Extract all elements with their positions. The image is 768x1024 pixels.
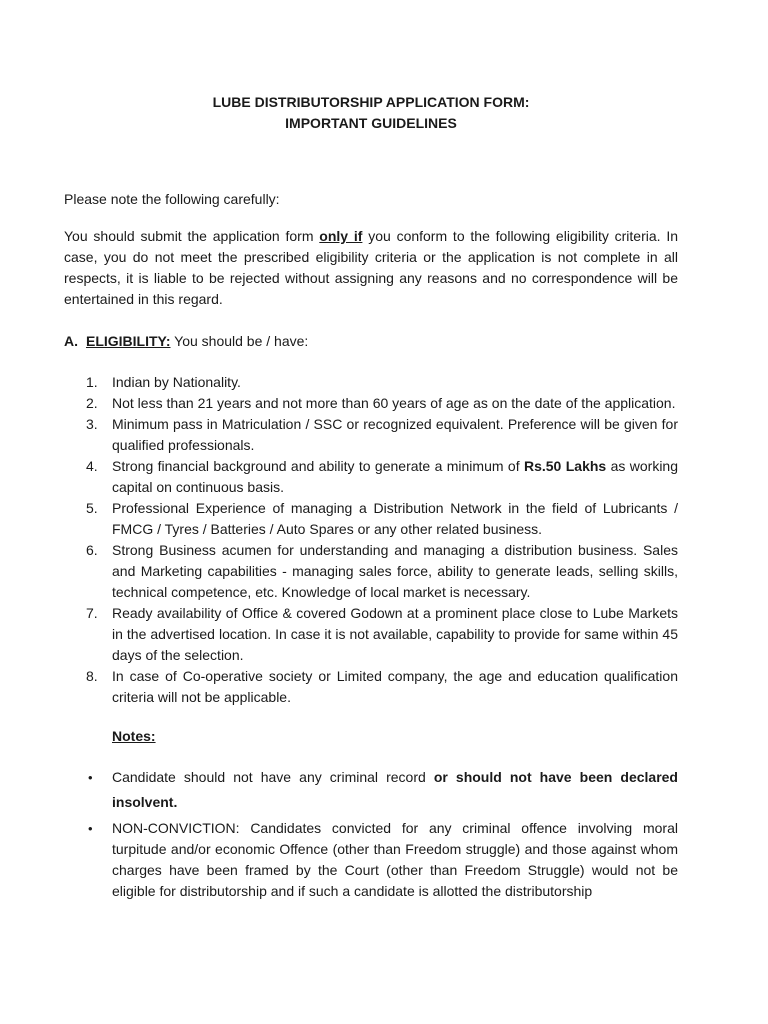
item-text-bold: Rs.50 Lakhs — [523, 458, 607, 474]
intro-text: Please note the following carefully: — [64, 191, 280, 207]
item-number: 4. — [86, 458, 98, 474]
eligibility-heading — [64, 331, 678, 352]
item-text: Ready availability of Office & covered Godown at a prominent place close to Lube Markets in the advertised location. In case it is not available, capability to provide for same within 45 days of the selection. — [112, 605, 678, 663]
item-number: 3. — [86, 416, 98, 432]
note-text-before: Candidate should not have any criminal record — [112, 769, 434, 785]
item-text: In case of Co-operative society or Limited company, the age and education qualification criteria will not be applicable. — [112, 668, 678, 705]
instruction-paragraph — [64, 226, 678, 310]
list-item — [64, 372, 678, 393]
item-text — [112, 456, 678, 498]
title-line-1: LUBE DISTRIBUTORSHIP APPLICATION FORM: — [212, 94, 530, 110]
para-emphasis: only if — [319, 228, 363, 244]
list-item — [64, 456, 678, 498]
item-text: Indian by Nationality. — [112, 374, 241, 390]
document-page — [64, 92, 678, 905]
item-text: Not less than 21 years and not more than 60 years of age as on the date of the application. — [112, 395, 676, 411]
item-number: 7. — [86, 605, 98, 621]
item-number: 6. — [86, 542, 98, 558]
note-text — [112, 765, 678, 815]
para-before: You should submit the application form — [64, 228, 320, 244]
bullet-icon: • — [88, 770, 93, 785]
list-item — [64, 540, 678, 603]
item-text: Minimum pass in Matriculation / SSC or recognized equivalent. Preference will be given for qualified professionals. — [112, 416, 678, 453]
list-item — [64, 818, 678, 902]
notes-heading: Notes: — [112, 728, 156, 744]
list-item — [64, 666, 678, 708]
list-item — [64, 393, 678, 414]
bullet-icon: • — [88, 821, 93, 836]
item-number: 2. — [86, 395, 98, 411]
section-title: ELIGIBILITY: — [86, 333, 171, 349]
item-text-before: Strong financial background and ability to generate a minimum of — [112, 458, 524, 474]
note-text-bold: or should not have been declared insolvent. — [112, 769, 678, 810]
item-number: 5. — [86, 500, 98, 516]
item-number: 1. — [86, 374, 98, 390]
list-item — [64, 603, 678, 666]
item-text: Strong Business acumen for understanding and managing a distribution business. Sales and Marketing capabilities - managing sales force, ability to generate leads, selling skills, technical competence, etc. Knowledge of local market is necessary. — [112, 542, 678, 600]
para-after: you conform to the following eligibility criteria. In case, you do not meet the prescribed eligibility criteria or the application is not complete in all respects, it is liable to be rejected without assigning any reasons and no correspondence will be entertained in this regard. — [64, 228, 678, 307]
list-item — [64, 498, 678, 540]
list-item — [64, 414, 678, 456]
list-item — [64, 765, 678, 815]
item-text: Professional Experience of managing a Distribution Network in the field of Lubricants / FMCG / Tyres / Batteries / Auto Spares or any other related business. — [112, 500, 678, 537]
note-text: NON-CONVICTION: Candidates convicted for any criminal offence involving moral turpitude and/or economic Offence (other than Freedom struggle) and those against whom charges have been framed by the Court (other than Freedom Struggle) would not be eligible for distributorship and if such a candidate is allotted the distributorship — [112, 820, 678, 899]
item-text-after: as working capital on continuous basis. — [112, 458, 679, 495]
eligibility-list — [64, 372, 678, 708]
notes-list — [64, 765, 678, 902]
item-number: 8. — [86, 668, 98, 684]
section-rest: You should be / have: — [170, 333, 309, 349]
document-title — [64, 92, 678, 134]
section-letter: A. — [64, 333, 78, 349]
title-line-2: IMPORTANT GUIDELINES — [285, 115, 457, 131]
